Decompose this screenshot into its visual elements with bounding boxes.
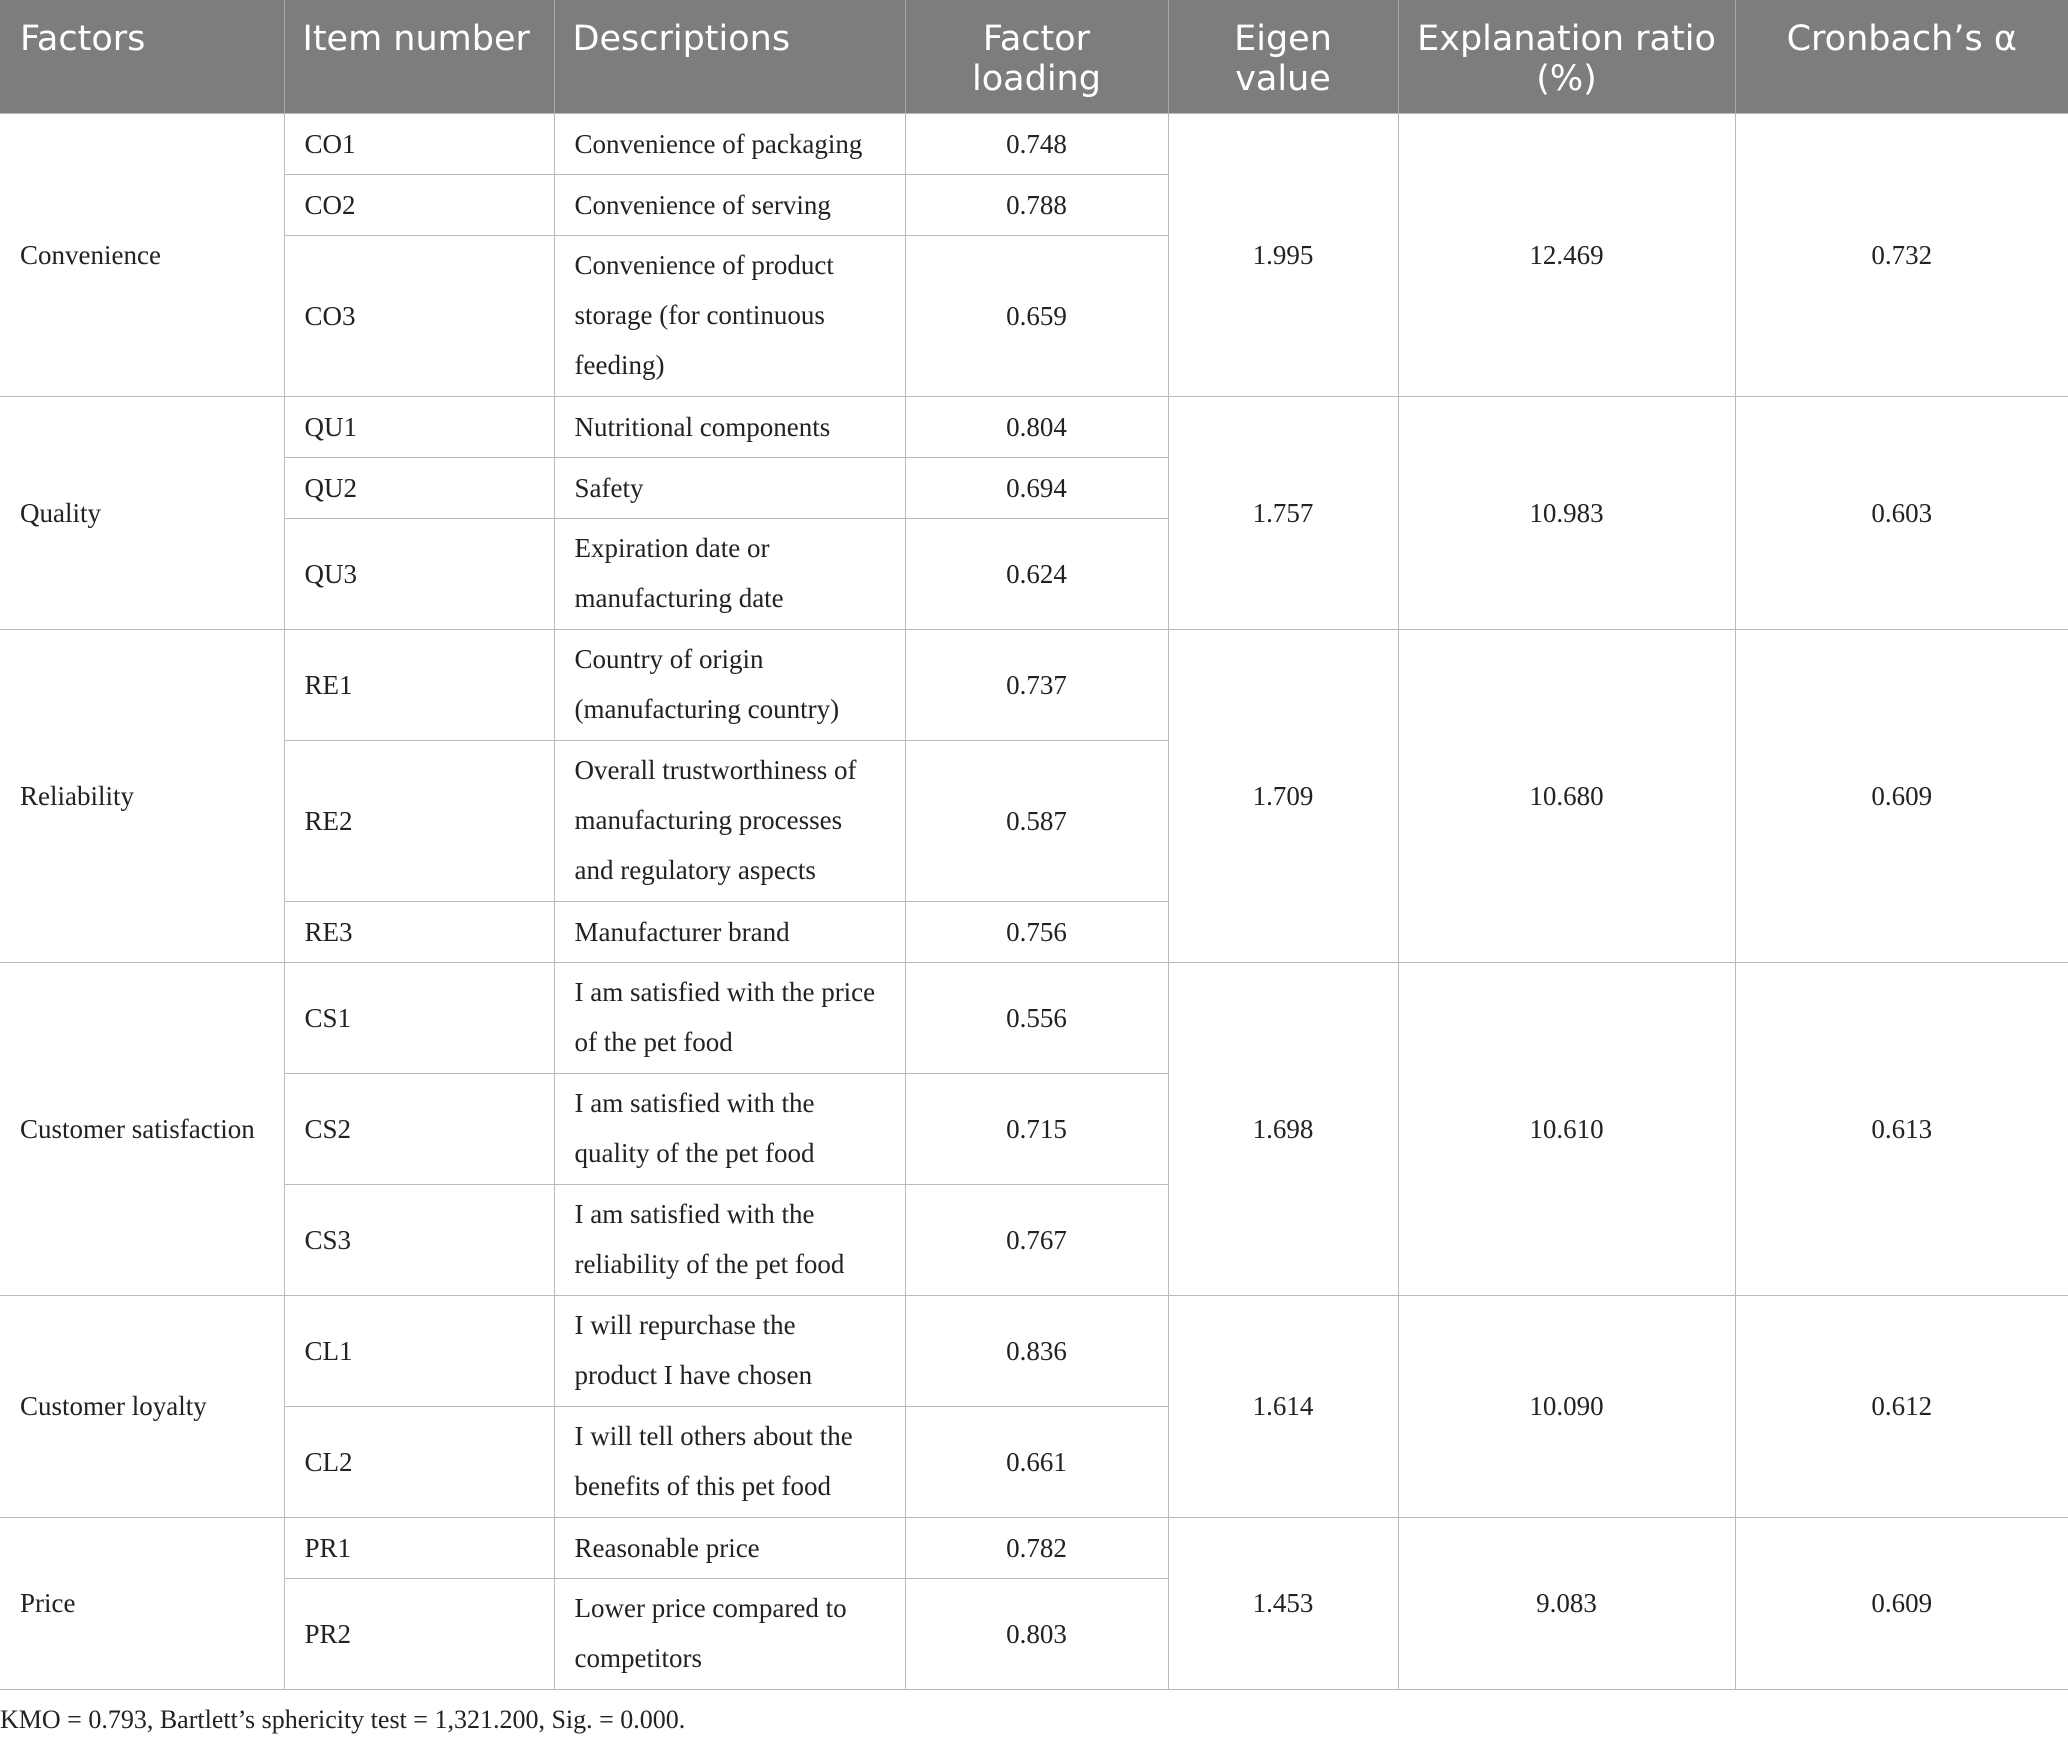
item-id: CS3 xyxy=(284,1184,554,1295)
cronbach-alpha: 0.613 xyxy=(1735,962,2068,1295)
eigen-value: 1.757 xyxy=(1168,396,1398,629)
item-id: QU1 xyxy=(284,396,554,457)
item-loading: 0.737 xyxy=(905,629,1168,740)
item-id: CO3 xyxy=(284,235,554,396)
explanation-ratio: 9.083 xyxy=(1398,1517,1735,1689)
eigen-value: 1.614 xyxy=(1168,1295,1398,1517)
item-description: Convenience of serving xyxy=(554,174,905,235)
table-body xyxy=(0,113,2068,1689)
cronbach-alpha: 0.609 xyxy=(1735,629,2068,962)
item-loading: 0.836 xyxy=(905,1295,1168,1406)
table-header-row xyxy=(0,0,2068,113)
item-loading: 0.788 xyxy=(905,174,1168,235)
explanation-ratio: 10.610 xyxy=(1398,962,1735,1295)
eigen-value: 1.995 xyxy=(1168,113,1398,396)
item-description: Convenience of product storage (for continuous feeding) xyxy=(554,235,905,396)
item-id: CS2 xyxy=(284,1073,554,1184)
table-row xyxy=(0,113,2068,174)
item-id: QU3 xyxy=(284,518,554,629)
item-id: RE1 xyxy=(284,629,554,740)
item-id: CO2 xyxy=(284,174,554,235)
item-loading: 0.624 xyxy=(905,518,1168,629)
factor-name: Reliability xyxy=(0,629,284,962)
item-description: Reasonable price xyxy=(554,1517,905,1578)
item-description: I will repurchase the product I have chosen xyxy=(554,1295,905,1406)
explanation-ratio: 10.090 xyxy=(1398,1295,1735,1517)
explanation-ratio: 10.983 xyxy=(1398,396,1735,629)
cronbach-alpha: 0.603 xyxy=(1735,396,2068,629)
item-description: Convenience of packaging xyxy=(554,113,905,174)
header-eigen-value: Eigen value xyxy=(1168,0,1398,113)
item-description: I am satisfied with the reliability of the pet food xyxy=(554,1184,905,1295)
eigen-value: 1.453 xyxy=(1168,1517,1398,1689)
item-description: I am satisfied with the quality of the pet food xyxy=(554,1073,905,1184)
header-descriptions: Descriptions xyxy=(554,0,905,113)
table-row xyxy=(0,629,2068,740)
item-loading: 0.767 xyxy=(905,1184,1168,1295)
table-footnote: KMO = 0.793, Bartlett’s sphericity test = 1,321.200, Sig. = 0.000. xyxy=(0,1705,686,1734)
table-row xyxy=(0,962,2068,1073)
item-loading: 0.748 xyxy=(905,113,1168,174)
eigen-value: 1.709 xyxy=(1168,629,1398,962)
header-cronbach-alpha: Cronbach’s α xyxy=(1735,0,2068,113)
explanation-ratio: 10.680 xyxy=(1398,629,1735,962)
eigen-value: 1.698 xyxy=(1168,962,1398,1295)
table-row xyxy=(0,396,2068,457)
item-id: PR2 xyxy=(284,1578,554,1689)
item-id: PR1 xyxy=(284,1517,554,1578)
factor-name: Convenience xyxy=(0,113,284,396)
table-row xyxy=(0,1295,2068,1406)
item-id: CL1 xyxy=(284,1295,554,1406)
item-description: Country of origin (manufacturing country) xyxy=(554,629,905,740)
item-description: Lower price compared to competitors xyxy=(554,1578,905,1689)
item-id: CO1 xyxy=(284,113,554,174)
factor-name: Customer loyalty xyxy=(0,1295,284,1517)
factor-name: Quality xyxy=(0,396,284,629)
item-description: Manufacturer brand xyxy=(554,901,905,962)
item-loading: 0.715 xyxy=(905,1073,1168,1184)
header-item-number: Item number xyxy=(284,0,554,113)
cronbach-alpha: 0.732 xyxy=(1735,113,2068,396)
item-description: I will tell others about the benefits of this pet food xyxy=(554,1406,905,1517)
item-id: RE2 xyxy=(284,740,554,901)
item-id: CL2 xyxy=(284,1406,554,1517)
item-description: Overall trustworthiness of manufacturing processes and regulatory aspects xyxy=(554,740,905,901)
factor-name: Customer satisfaction xyxy=(0,962,284,1295)
item-description: Expiration date or manufacturing date xyxy=(554,518,905,629)
item-loading: 0.782 xyxy=(905,1517,1168,1578)
item-id: QU2 xyxy=(284,457,554,518)
factor-name: Price xyxy=(0,1517,284,1689)
item-loading: 0.661 xyxy=(905,1406,1168,1517)
item-loading: 0.803 xyxy=(905,1578,1168,1689)
header-factors: Factors xyxy=(0,0,284,113)
item-description: Nutritional components xyxy=(554,396,905,457)
item-id: RE3 xyxy=(284,901,554,962)
item-id: CS1 xyxy=(284,962,554,1073)
header-factor-loading: Factor loading xyxy=(905,0,1168,113)
item-description: I am satisfied with the price of the pet food xyxy=(554,962,905,1073)
item-loading: 0.804 xyxy=(905,396,1168,457)
item-loading: 0.694 xyxy=(905,457,1168,518)
cronbach-alpha: 0.612 xyxy=(1735,1295,2068,1517)
cronbach-alpha: 0.609 xyxy=(1735,1517,2068,1689)
item-loading: 0.556 xyxy=(905,962,1168,1073)
item-description: Safety xyxy=(554,457,905,518)
header-explanation-ratio: Explanation ratio (%) xyxy=(1398,0,1735,113)
item-loading: 0.587 xyxy=(905,740,1168,901)
item-loading: 0.756 xyxy=(905,901,1168,962)
item-loading: 0.659 xyxy=(905,235,1168,396)
table-row xyxy=(0,1517,2068,1578)
explanation-ratio: 12.469 xyxy=(1398,113,1735,396)
